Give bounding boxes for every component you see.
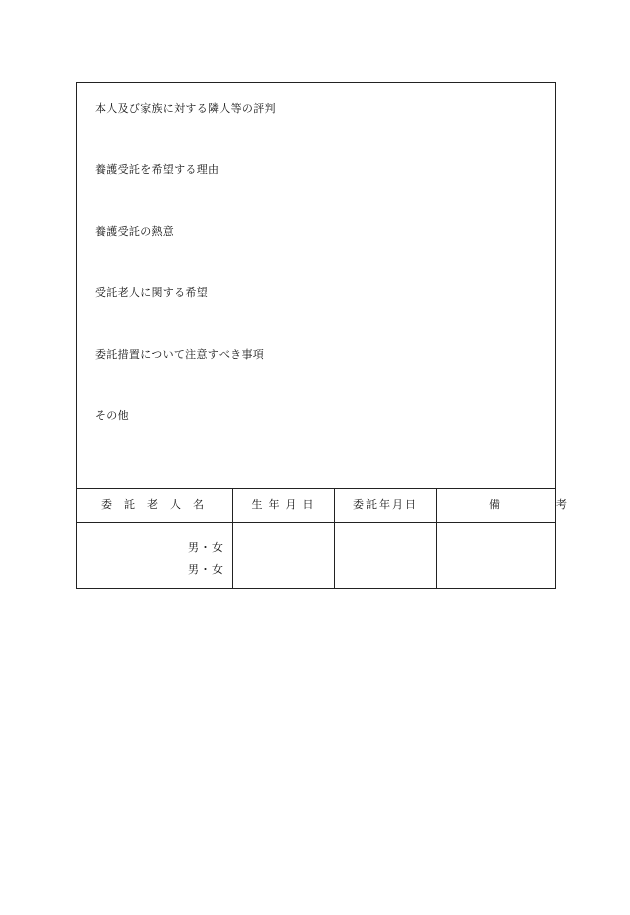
form-box	[76, 82, 623, 589]
sex-option: 男・女	[188, 541, 224, 554]
section-neighbor-reputation: 本人及び家族に対する隣人等の評判	[95, 102, 276, 115]
sex-option: 男・女	[188, 563, 224, 576]
header-entrust-date: 委託年月日	[353, 498, 418, 511]
section-elderly-preference: 受託老人に関する希望	[95, 286, 208, 299]
section-reason-for-request: 養護受託を希望する理由	[95, 163, 220, 176]
table-header-divider	[77, 522, 555, 523]
header-elderly-name: 委託老人名	[101, 498, 216, 511]
section-other: その他	[95, 409, 129, 422]
section-enthusiasm: 養護受託の熱意	[95, 225, 175, 238]
header-birth-date: 生年月日	[251, 498, 320, 511]
header-remarks: 備考	[489, 498, 623, 511]
section-precautions: 委託措置について注意すべき事項	[95, 348, 265, 361]
